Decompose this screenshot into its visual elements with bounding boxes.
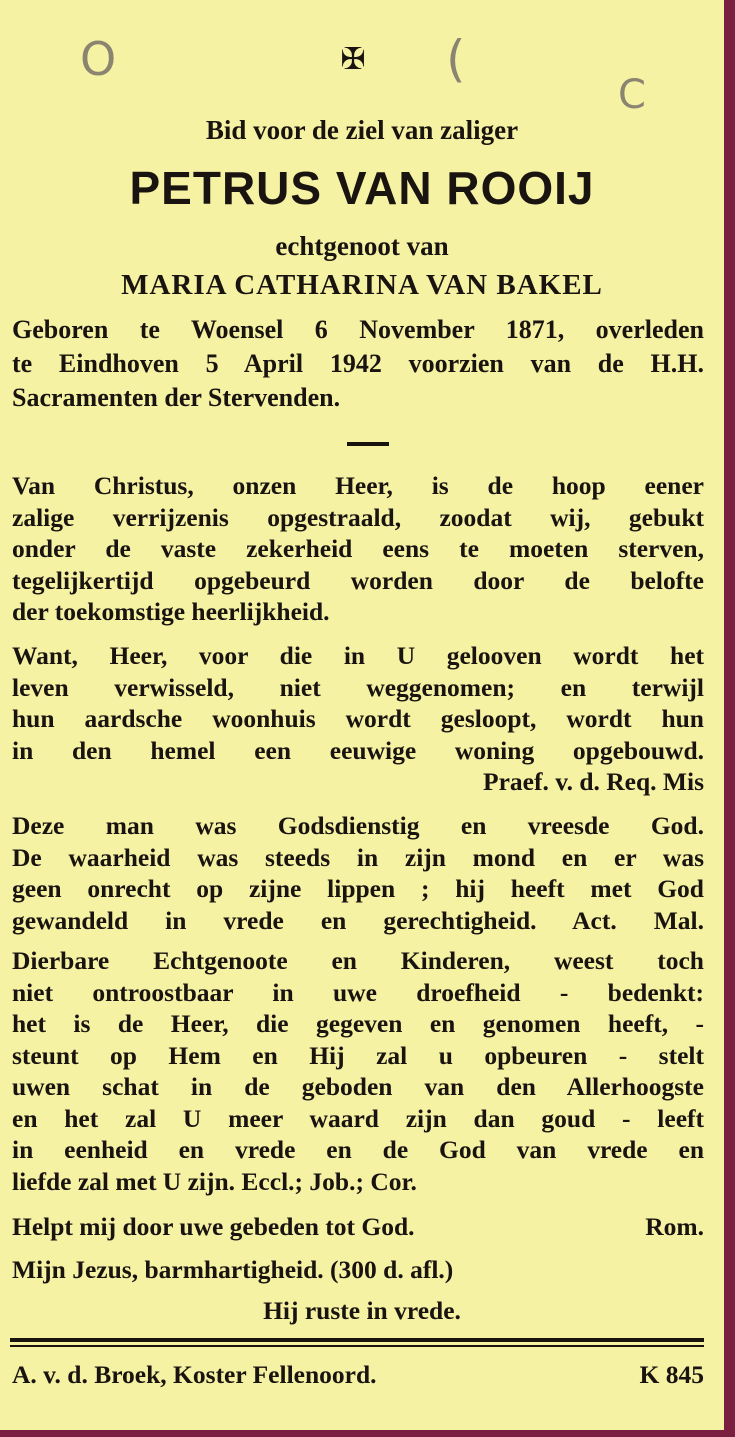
- closing-line: Hij ruste in vrede.: [263, 1296, 461, 1325]
- paragraph-dierbare: [12, 945, 704, 1197]
- indulgence-line: Mijn Jezus, barmhartigheid. (300 d. afl.): [12, 1255, 454, 1284]
- text-line: in eenheid en vrede en de God van vrede en: [12, 1135, 704, 1164]
- text-line: geen onrecht op zijne lippen ; hij heeft met God: [12, 874, 704, 903]
- footer-row: [12, 1358, 704, 1392]
- card-edge-right: [724, 0, 735, 1437]
- paragraph-deze-man: [12, 810, 704, 936]
- card-edge-bottom: [0, 1430, 735, 1437]
- text-line: tegelijkertijd opgebeurd worden door de belofte: [12, 565, 704, 595]
- text-line: het is de Heer, die gegeven en genomen heeft, -: [12, 1009, 704, 1038]
- text-line: steunt op Hem en Hij zal u opbeuren - stelt: [12, 1040, 704, 1070]
- text-line: leven verwisseld, niet weggenomen; en terwijl: [12, 672, 704, 702]
- source-citation: Praef. v. d. Req. Mis: [483, 767, 704, 796]
- birth-death-text: [12, 313, 704, 415]
- text-line: Geboren te Woensel 6 November 1871, overleden: [12, 315, 704, 344]
- spouse-label: echtgenoot van: [275, 231, 449, 261]
- deceased-name: PETRUS VAN ROOIJ: [129, 162, 595, 214]
- text-line: niet ontroostbaar in uwe droefheid - bedenkt:: [12, 977, 704, 1007]
- text-line: Deze man was Godsdienstig en vreesde God.: [12, 811, 704, 840]
- paragraph-christus: [12, 470, 704, 628]
- prayer-line: Helpt mij door uwe gebeden tot God.: [12, 1212, 415, 1241]
- text-line: onder de vaste zekerheid eens te moeten sterven,: [12, 534, 704, 563]
- paragraph-want-heer: [12, 640, 704, 798]
- divider: [347, 442, 389, 446]
- text-line: De waarheid was steeds in zijn mond en er was: [12, 842, 704, 872]
- intro-line: Bid voor de ziel van zaliger: [205, 115, 519, 145]
- prayer-row: [12, 1210, 704, 1244]
- text-line: gewandeld in vrede en gerechtigheid. Act. Mal.: [12, 905, 704, 935]
- pencil-mark-paren: (: [446, 30, 466, 88]
- pencil-mark-c: C: [618, 72, 646, 118]
- text-line: der toekomstige heerlijkheid.: [12, 597, 330, 626]
- printer-name: A. v. d. Broek, Koster Fellenoord.: [12, 1360, 377, 1389]
- text-line: zalige verrijzenis opgestraald, zoodat wij, gebukt: [12, 502, 704, 532]
- prayer-source: Rom.: [645, 1212, 704, 1241]
- pencil-mark-o: O: [80, 32, 117, 86]
- cross-icon: ✠: [340, 42, 366, 77]
- card-code: K 845: [639, 1360, 704, 1389]
- spouse-name: MARIA CATHARINA VAN BAKEL: [121, 269, 603, 301]
- text-line: uwen schat in de geboden van den Allerhoogste: [12, 1072, 704, 1101]
- text-line: te Eindhoven 5 April 1942 voorzien van de H.H.: [12, 349, 704, 378]
- text-line: hun aardsche woonhuis wordt gesloopt, wordt hun: [12, 704, 704, 733]
- text-line: en het zal U meer waard zijn dan goud - leeft: [12, 1103, 704, 1133]
- text-line: liefde zal met U zijn. Eccl.; Job.; Cor.: [12, 1166, 417, 1196]
- text-line: Sacramenten der Stervenden.: [12, 383, 341, 412]
- text-line: in den hemel een eeuwige woning opgebouwd.: [12, 735, 704, 765]
- footer-rule-thick: [10, 1338, 704, 1342]
- text-line: Want, Heer, voor die in U gelooven wordt het: [12, 641, 704, 670]
- text-line: Dierbare Echtgenoote en Kinderen, weest toch: [12, 946, 704, 975]
- text-line: Van Christus, onzen Heer, is de hoop eener: [12, 471, 704, 500]
- footer-rule-thin: [10, 1345, 704, 1347]
